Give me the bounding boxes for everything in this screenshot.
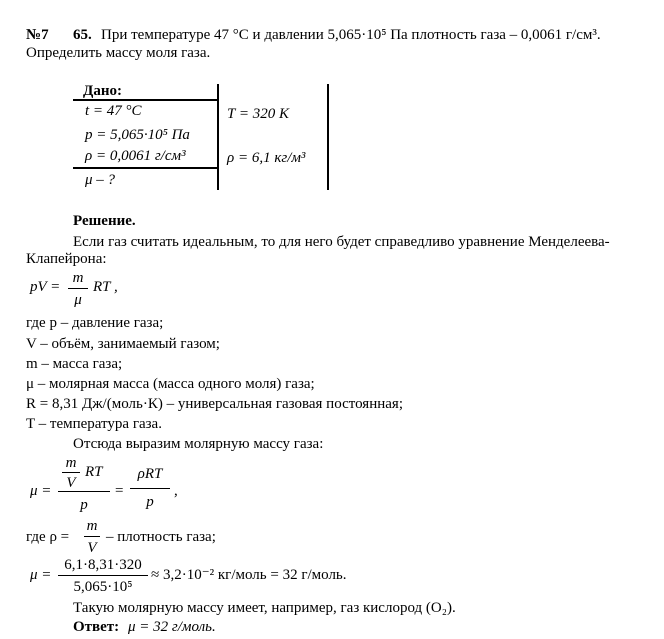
eq2-equals: = [115,483,124,499]
si-temperature: T = 320 К [227,106,289,122]
eq1-fraction-bar [68,288,88,289]
given-divider [217,84,219,190]
eq3-denominator: 5,065·10⁵ [73,579,133,595]
eq2-second-denominator: p [146,494,154,510]
eq2-inner-denominator: V [66,475,76,491]
eq3-numerator: 6,1·8,31·320 [64,557,142,573]
task-number: №7 [26,27,49,43]
solution-title: Решение. [73,213,136,229]
eq1-denominator: μ [74,292,82,308]
given-unknown: μ – ? [85,172,116,188]
given-top-rule [73,99,218,101]
where-molar-mass: μ – молярная масса (масса одного моля) газа; [26,376,315,392]
given-temperature: t = 47 °C [85,103,142,119]
si-right-border [327,84,329,190]
eq2-mu: μ = [30,483,52,499]
given-density: ρ = 0,0061 г/см³ [85,148,186,164]
eq2-rhoRT: ρRT [137,466,163,482]
answer-value: μ = 32 г/моль. [128,619,216,635]
eq1-right: RT , [93,279,118,295]
eq3-result: ≈ 3,2·10⁻² кг/моль = 32 г/моль. [151,567,347,583]
where-density-post: – плотность газа; [106,529,216,545]
express-text: Отсюда выразим молярную массу газа: [73,436,324,452]
eq1-numerator: m [72,270,84,286]
solution-intro-line1: Если газ считать идеальным, то для него будет справедливо уравнение Менделеева- [73,234,610,250]
si-density: ρ = 6,1 кг/м³ [227,150,306,166]
where-pressure: где p – давление газа; [26,315,164,331]
eq1-left: pV = [30,279,61,295]
eq2-second-bar [130,488,170,489]
problem-number: 65. [73,27,92,43]
where-gas-constant: R = 8,31 Дж/(моль·К) – универсальная газовая постоянная; [26,396,403,412]
eq2-inner-bar [62,472,80,473]
problem-statement-line1: При температуре 47 °С и давлении 5,065·10⁵ Па плотность газа – 0,0061 г/см³. [101,27,601,43]
given-pressure: p = 5,065·10⁵ Па [85,127,190,143]
eq2-comma: , [174,483,178,499]
density-denominator: V [87,540,97,556]
eq2-main-bar [58,491,110,492]
where-volume: V – объём, занимаемый газом; [26,336,220,352]
eq2-denominator: p [80,497,88,513]
where-temperature: T – температура газа. [26,416,162,432]
problem-statement-line2: Определить массу моля газа. [26,45,211,61]
where-mass: m – масса газа; [26,356,123,372]
eq2-RT: RT [85,464,103,480]
eq2-inner-numerator: m [65,455,77,471]
given-bottom-rule [73,167,218,169]
solution-intro-line2: Клапейрона: [26,251,107,267]
answer-label: Ответ: [73,619,120,635]
where-density-pre: где ρ = [26,529,70,545]
conclusion-text: Такую молярную массу имеет, например, газ кислород (O₂). [73,600,456,616]
given-title: Дано: [83,83,122,99]
density-numerator: m [86,518,98,534]
eq3-bar [58,575,148,576]
density-bar [84,536,100,537]
eq3-mu: μ = [30,567,52,583]
